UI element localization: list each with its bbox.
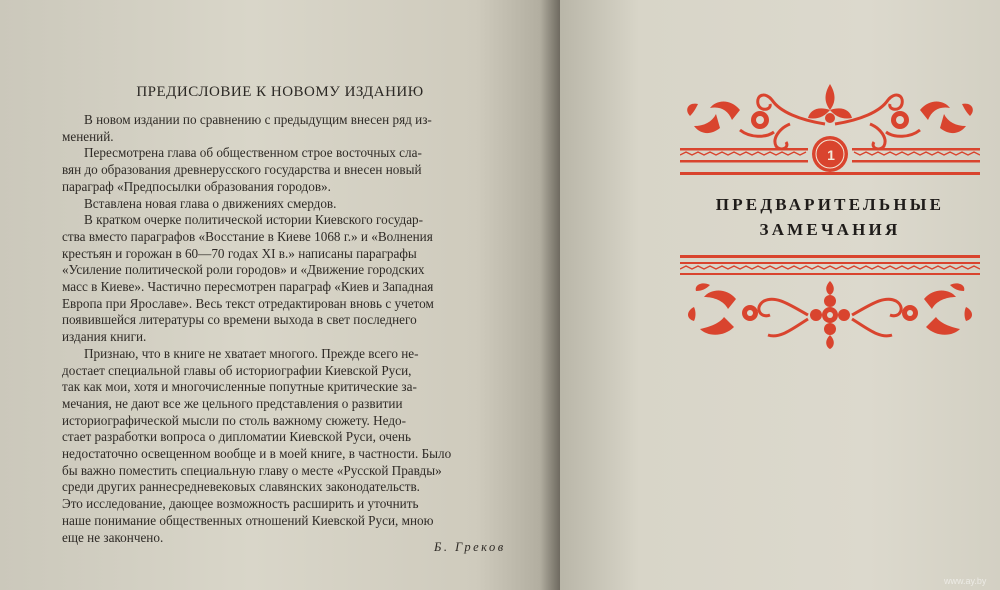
chapter-number: 1 [827,147,835,163]
preface-body [62,112,517,546]
chapter-title-line-1: ПРЕДВАРИТЕЛЬНЫЕ [715,195,945,214]
text-line: Пересмотрена глава об общественном строе восточных сла- [84,145,422,161]
text-line: Признаю, что в книге не хватает многого. Прежде всего не- [84,345,419,361]
author-signature: Б. Греков [434,540,506,554]
text-line: бы важно поместить специальную главу о месте «Русской Правды» [62,462,442,478]
text-line: Это исследование, дающее возможность расширить и уточнить [62,496,419,512]
text-line: еще не закончено. [62,529,164,545]
text-line: Европа при Ярославе». Весь текст отредактирован вновь с учетом [62,295,434,311]
text-line: стает разработки вопроса о дипломатии Киевской Руси, очень [62,429,411,445]
text-line: масс в Киеве». Частично пересмотрен параграф «Киев и Западная [62,279,434,295]
text-line: среди других раннесредневековых славянских законодательств. [62,479,420,495]
text-line: появившейся литературы со времени выхода в свет последнего [62,312,417,328]
text-line: ства вместо параграфов «Восстание в Киеве 1068 г.» и «Волнения [62,228,433,244]
text-line: В кратком очерке политической истории Киевского государ- [84,212,424,228]
text-line: издания книги. [62,329,147,345]
text-line: Вставлена новая глава о движениях смердов. [84,195,337,211]
chapter-title [675,192,985,242]
text-line: так как мои, хотя и многочисленные попутные критические за- [62,379,417,395]
text-line: наше понимание общественных отношений Киевской Руси, мною [62,512,434,528]
text-line: историографической мысли по столь важному сюжету. Недо- [62,412,407,428]
text-line: крестьян и горожан в 60—70 годах XI в.» написаны параграфы [62,245,417,261]
bottom-floral-ornament [680,255,980,350]
top-floral-ornament [680,80,980,190]
text-line: достает специальной главы об историографии Киевской Руси, [62,362,412,378]
preface-title: ПРЕДИСЛОВИЕ К НОВОМУ ИЗДАНИЮ [136,84,424,100]
text-line: вян до образования древнерусского государства и внесен новый [62,162,422,178]
watermark: www.ay.by [944,576,987,586]
text-line: «Усиление политической роли городов» и «Движение городских [62,262,425,278]
chapter-title-line-2: ЗАМЕЧАНИЯ [759,220,901,239]
text-line: менений. [62,128,114,144]
text-line: мечания, не дают все же цельного представления о развитии [62,395,403,411]
text-line: параграф «Предпосылки образования городов». [62,178,331,194]
text-line: недостаточно освещенном вообще и в моей книге, в частности. Было [62,446,452,462]
text-line: В новом издании по сравнению с предыдущим внесен ряд из- [84,112,432,127]
